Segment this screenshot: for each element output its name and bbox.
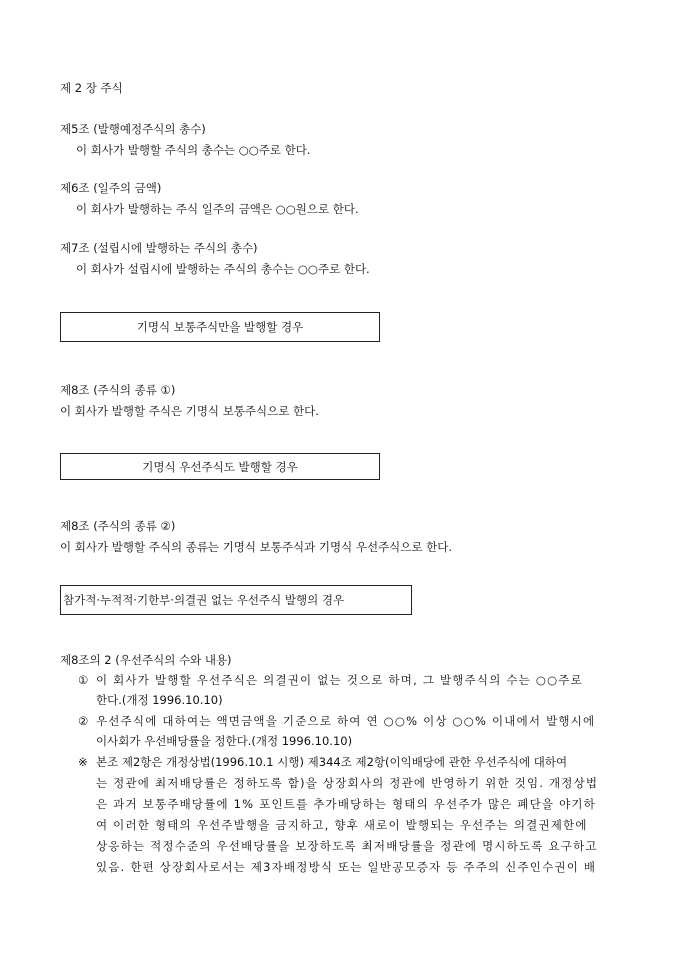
item-1-line-2: 한다.(개정 1996.10.10) <box>96 693 223 707</box>
article-5-title: 제5조 (발행예정주식의 총수) <box>60 122 206 136</box>
item-2-line-2: 이사회가 우선배당률을 정한다.(개정 1996.10.10) <box>96 734 353 748</box>
case-box-nonvoting-preferred <box>60 585 412 615</box>
note-mark: ※ <box>78 755 88 769</box>
article-6-title: 제6조 (일주의 금액) <box>60 181 162 195</box>
item-1-line-1: 이 회사가 발행할 우선주식은 의결권이 없는 것으로 하며, 그 발행주식의 수는 ○○주로 <box>96 673 583 687</box>
case-box-nonvoting-preferred-label: 참가적·누적적·기한부·의결권 없는 우선주식 발행의 경우 <box>63 593 345 607</box>
case-box-preferred-also-label: 기명식 우선주식도 발행할 경우 <box>142 459 298 474</box>
article-8-bis-title: 제8조의 2 (우선주식의 수와 내용) <box>60 653 232 667</box>
article-8-1-title: 제8조 (주식의 종류 ①) <box>60 383 176 397</box>
article-7-body: 이 회사가 설립시에 발행하는 주식의 총수는 ○○주로 한다. <box>76 262 370 276</box>
case-box-common-only <box>60 312 380 342</box>
note-line: 여 이러한 형태의 우선주발행을 금지하고, 향후 새로이 발행되는 우선주는 의결권제한에 <box>96 818 588 832</box>
case-box-common-only-label: 기명식 보통주식만을 발행할 경우 <box>136 320 304 334</box>
article-8-2-title: 제8조 (주식의 종류 ②) <box>60 519 176 533</box>
note-line: 있음. 한편 상장회사로서는 제3자배정방식 또는 일반공모증자 등 주주의 신주인수권이 배 <box>96 860 597 874</box>
article-6-body: 이 회사가 발행하는 주식 일주의 금액은 ○○원으로 한다. <box>76 202 359 216</box>
item-2-line-1: 우선주식에 대하여는 액면금액을 기준으로 하여 연 ○○% 이상 ○○% 이내에서 발행시에 <box>96 714 596 728</box>
case-box-preferred-also <box>60 453 380 480</box>
article-8-1-body: 이 회사가 발행할 주식은 기명식 보통주식으로 한다. <box>60 404 319 418</box>
article-5-body: 이 회사가 발행할 주식의 총수는 ○○주로 한다. <box>76 143 311 157</box>
chapter-title: 제 2 장 주식 <box>60 81 123 95</box>
note-line: 는 정관에 최저배당률은 정하도록 함)을 상장회사의 정관에 반영하기 위한 것임. 개정상법 <box>96 776 599 790</box>
article-7-title: 제7조 (설립시에 발행하는 주식의 총수) <box>60 241 258 255</box>
note-line: 상응하는 적정수준의 우선배당률을 보장하도록 최저배당률을 정관에 명시하도록 요구하고 <box>96 839 598 853</box>
item-1-mark: ① <box>78 673 89 687</box>
article-8-2-body: 이 회사가 발행할 주식의 종류는 기명식 보통주식과 기명식 우선주식으로 한다. <box>60 540 453 554</box>
note-line: 은 과거 보통주배당률에 1% 포인트를 추가배당하는 형태의 우선주가 많은 폐단을 야기하 <box>96 797 597 811</box>
note-line: 본조 제2항은 개정상법(1996.10.1 시행) 제344조 제2항(이익배당에 관한 우선주식에 대하여 <box>96 755 568 769</box>
item-2-mark: ② <box>78 714 89 728</box>
